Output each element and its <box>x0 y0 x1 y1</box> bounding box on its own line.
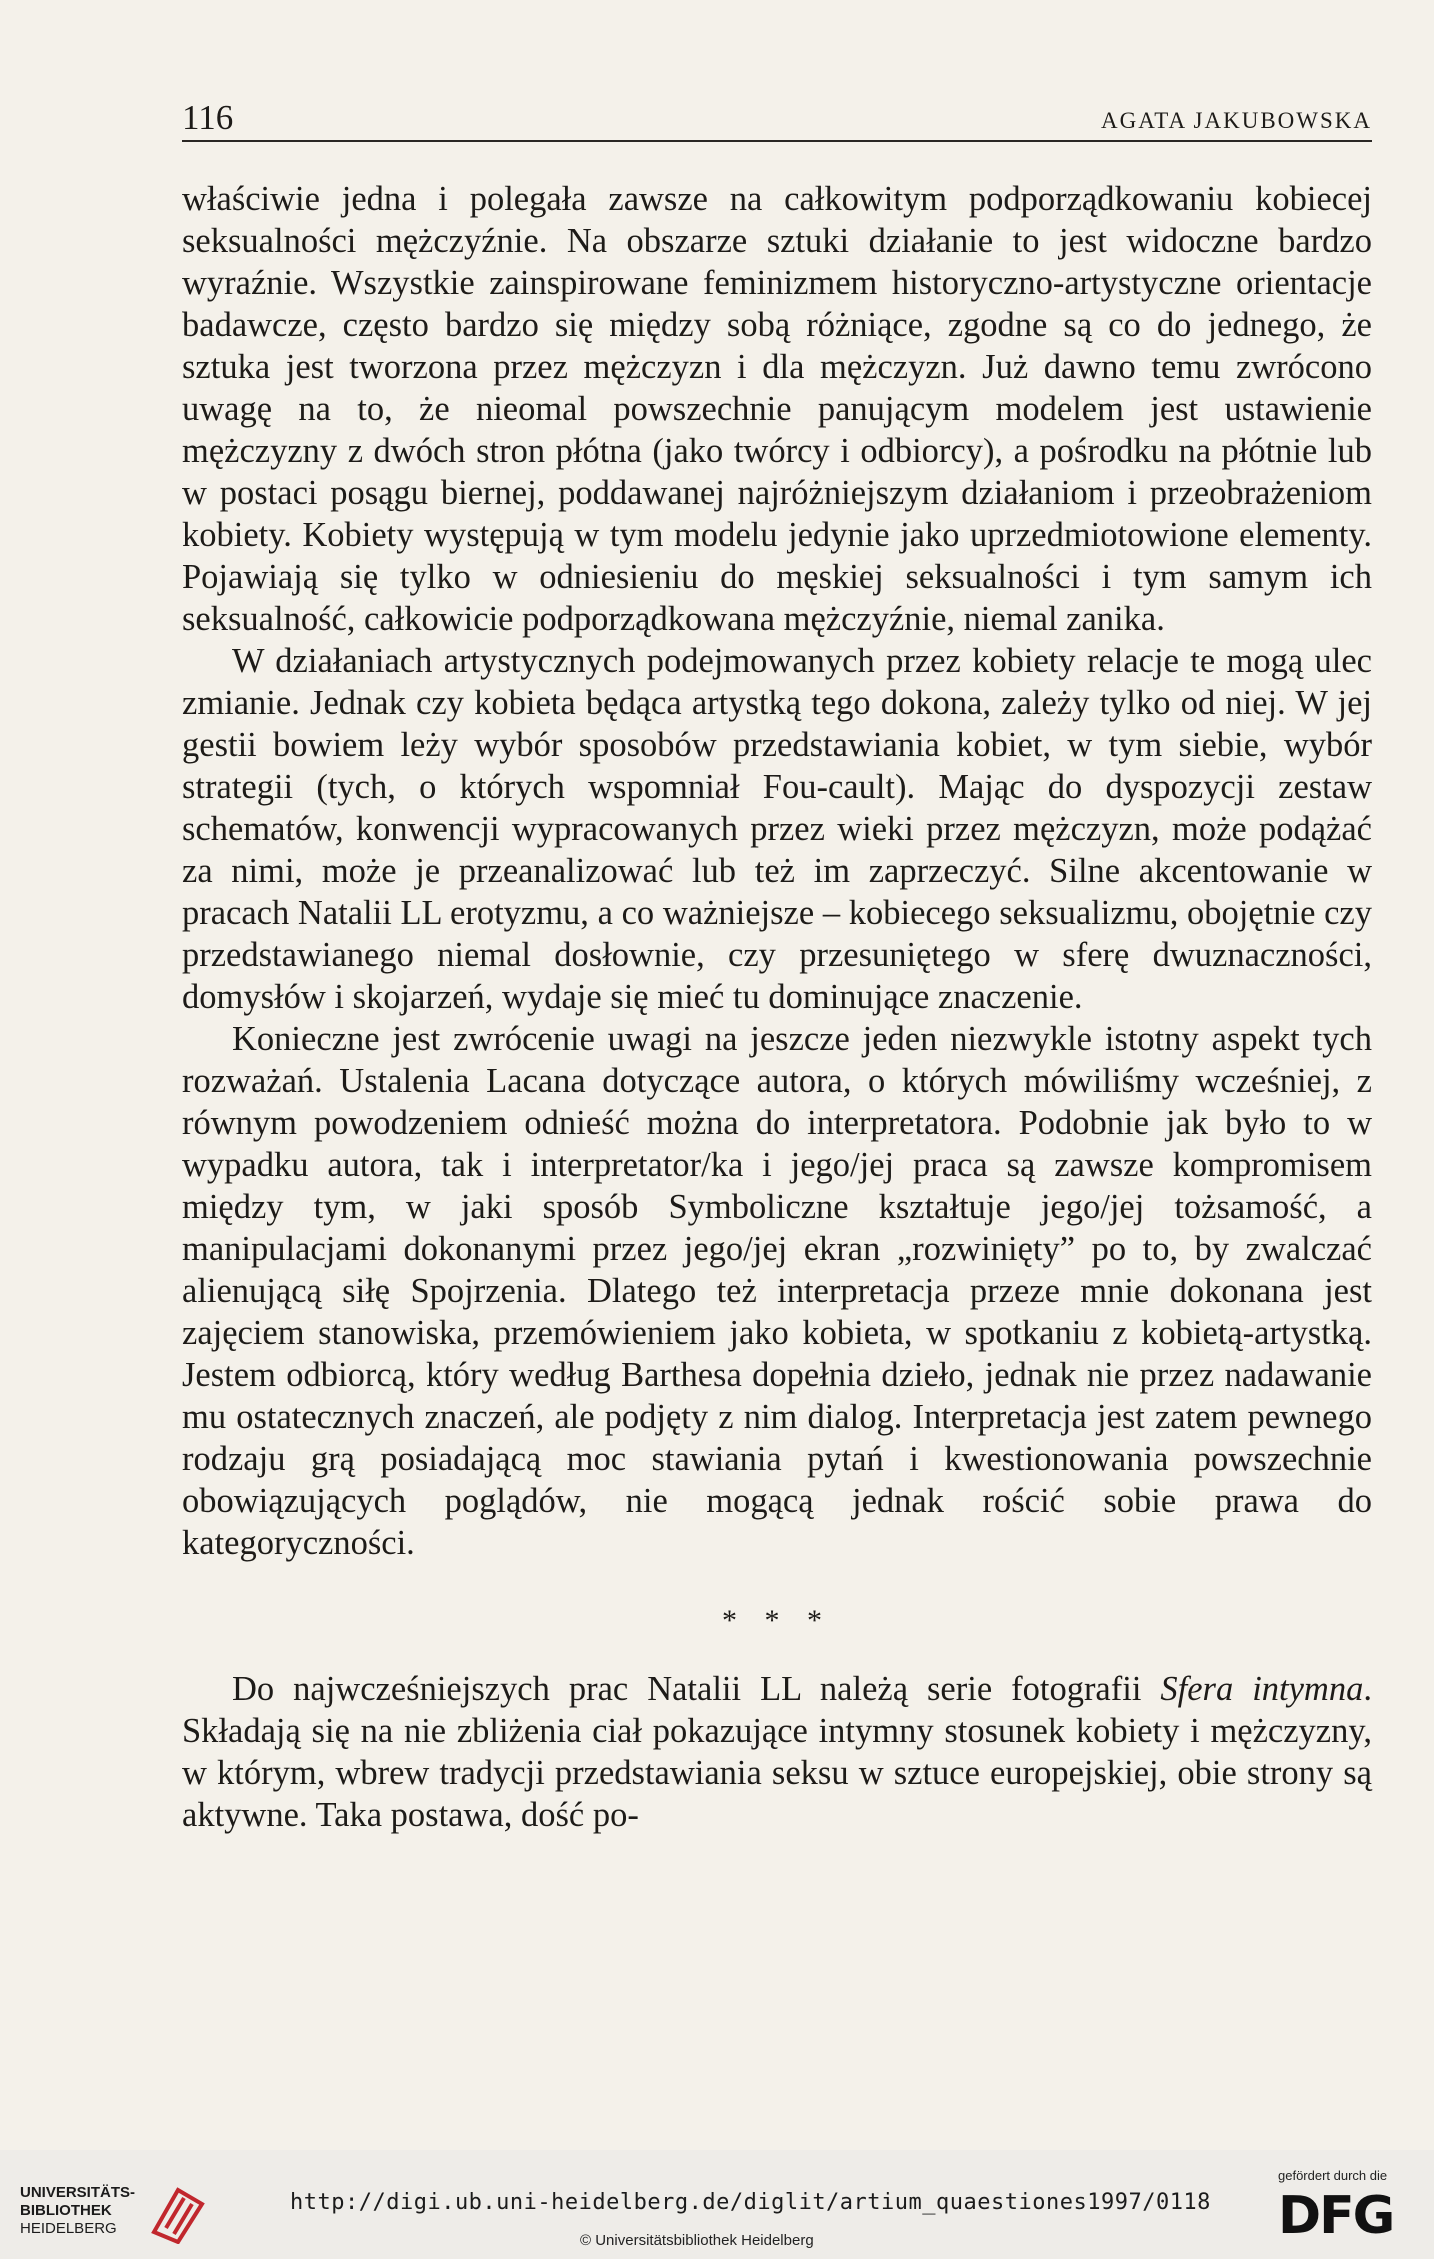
library-logo-text <box>20 2184 150 2238</box>
paragraph: Konieczne jest zwrócenie uwagi na jeszcze jeden niezwykle istotny aspekt tych rozważań. Ustalenia Lacana dotyczące autora, o których mówiliśmy wcześniej, z równym powodzeniem odnieść można do interpretatora. Podobnie jak było to w wypadku autora, tak i interpretator/ka i jego/jej praca są zawsze kompromisem między tym, w jaki sposób Symboliczne kształtuje jego/jej tożsamość, a manipulacjami dokonanymi przez jego/jej ekran „rozwinięty” po to, by zwalczać alienującą siłę Spojrzenia. Dlatego też interpretacja przeze mnie dokonana jest zajęciem stanowiska, przemówieniem jako kobieta, w spotkaniu z kobietą-artystką. Jestem odbiorcą, który według Barthesa dopełnia dzieło, jednak nie przez nadawanie mu ostatecznych znaczeń, ale podjęty z nim dialog. Interpretacja jest zatem pewnego rodzaju grą posiadającą moc stawiania pytań i kwestionowania powszechnie obowiązujących poglądów, nie mogącą jednak rościć sobie prawa do kategoryczności. <box>182 1020 1372 1562</box>
page-header <box>182 96 1372 142</box>
paragraph-text: . Składają się na nie zbliżenia ciał pokazujące intymny stosunek kobiety i mężczyzny, w którym, wbrew tradycji przedstawiania seksu w sztuce europejskiej, obie strony są aktywne. Taka postawa, dość po- <box>182 1670 1372 1834</box>
logo-line: BIBLIOTHEK <box>20 2202 112 2219</box>
paragraph: W działaniach artystycznych podejmowanych przez kobiety relacje te mogą ulec zmianie. Jednak czy kobieta będąca artystką tego dokona, zależy tylko od niej. W jej gestii bowiem leży wybór sposobów przedstawiania kobiet, w tym siebie, wybór strategii (tych, o których wspomniał Fou-cault). Mając do dyspozycji zestaw schematów, konwencji wypracowanych przez wieki przez mężczyzn, może podążać za nimi, może je przeanalizować lub też im zaprzeczyć. Silne akcentowanie w pracach Natalii LL erotyzmu, a co ważniejsze – kobiecego seksualizmu, obojętnie czy przedstawianego niemal dosłownie, czy przesuniętego w sferę dwuznaczności, domysłów i skojarzeń, wydaje się mieć tu dominujące znaczenie. <box>182 642 1372 1016</box>
university-library-logo[interactable] <box>20 2184 200 2244</box>
body-text <box>182 178 1372 1836</box>
dfg-logo-text: DFG <box>1278 2186 1394 2246</box>
copyright-notice: © Universitätsbibliothek Heidelberg <box>580 2232 814 2249</box>
dfg-logo[interactable] <box>1278 2168 1418 2248</box>
running-head: AGATA JAKUBOWSKA <box>1100 108 1372 133</box>
artwork-title: Sfera intymna <box>1160 1670 1364 1708</box>
section-break: * * * <box>722 1604 832 1637</box>
paragraph <box>182 1668 1372 1836</box>
page-number: 116 <box>182 98 234 137</box>
paragraph-text: Do najwcześniejszych prac Natalii LL należą serie fotografii <box>232 1670 1161 1708</box>
dfg-funding-label: gefördert durch die <box>1278 2168 1388 2183</box>
logo-line: HEIDELBERG <box>20 2220 117 2237</box>
source-url-link[interactable]: http://digi.ub.uni-heidelberg.de/diglit/artium_quaestiones1997/0118 <box>290 2190 1211 2215</box>
library-mark-icon <box>148 2184 208 2244</box>
paragraph: właściwie jedna i polegała zawsze na całkowitym podporządkowaniu kobiecej seksualności mężczyźnie. Na obszarze sztuki działanie to jest widoczne bardzo wyraźnie. Wszystkie zainspirowane feminizmem historyczno-artystyczne orientacje badawcze, często bardzo się między sobą różniące, zgodne są co do jednego, że sztuka jest tworzona przez mężczyzn i dla mężczyzn. Już dawno temu zwrócono uwagę na to, że nieomal powszechnie panującym modelem jest ustawienie mężczyzny z dwóch stron płótna (jako twórcy i odbiorcy), a pośrodku na płótnie lub w postaci posągu biernej, poddawanej najróżniejszym działaniom i przeobrażeniom kobiety. Kobiety występują w tym modelu jedynie jako uprzedmiotowione elementy. Pojawiają się tylko w odniesieniu do męskiej seksualności i tym samym ich seksualność, całkowicie podporządkowana mężczyźnie, niemal zanika. <box>182 180 1372 638</box>
logo-line: UNIVERSITÄTS- <box>20 2184 136 2201</box>
digitization-footer <box>0 2150 1434 2259</box>
